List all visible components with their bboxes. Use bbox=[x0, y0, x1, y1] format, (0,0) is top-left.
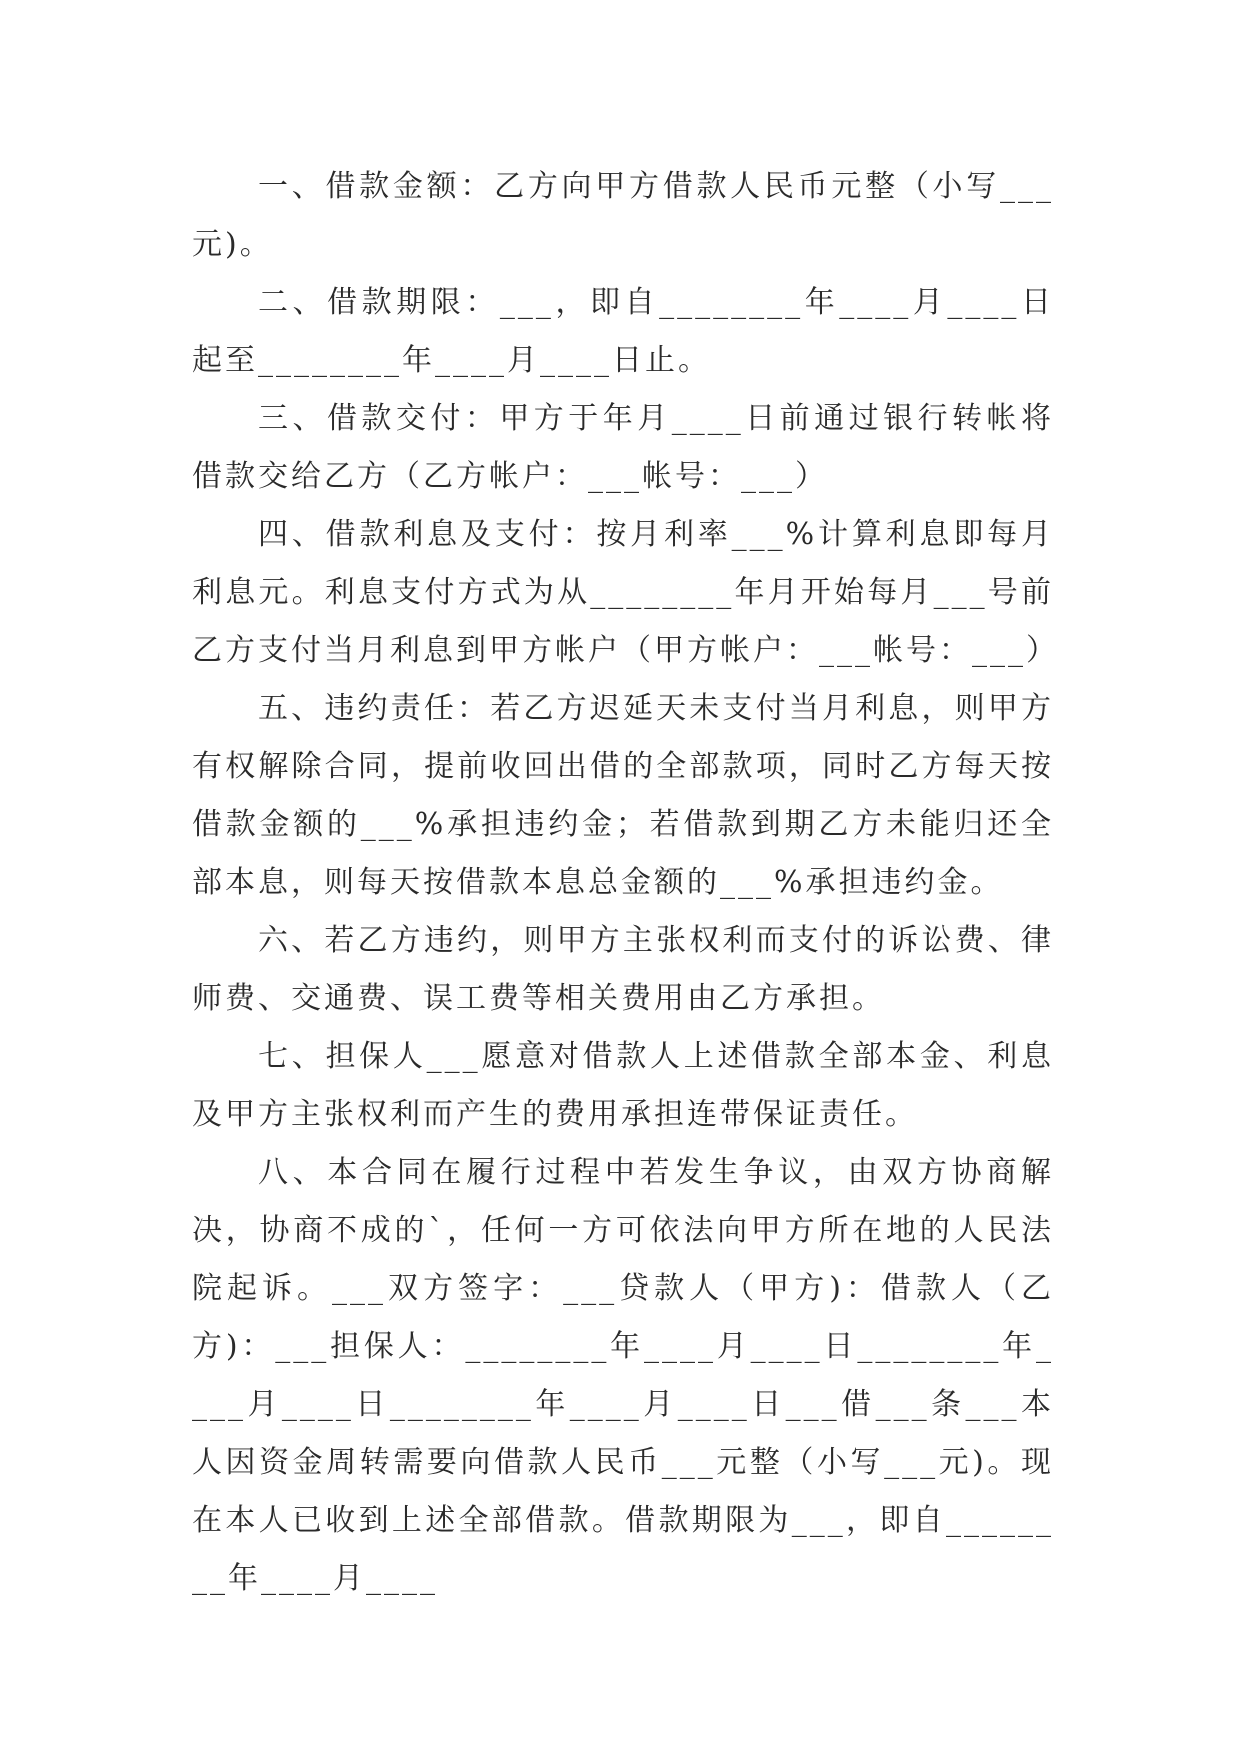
clause-breach-liability: 五、违约责任：若乙方迟延天未支付当月利息，则甲方有权解除合同，提前收回出借的全部款项，同时乙方每天按借款金额的___%承担违约金；若借款到期乙方未能归还全部本息，则每天按借款本息总金额的___%承担违约金。 bbox=[192, 691, 1054, 900]
clause-loan-delivery: 三、借款交付：甲方于年月____日前通过银行转帐将借款交给乙方（乙方帐户：___帐号：___） bbox=[192, 401, 1054, 494]
contract-body bbox=[192, 158, 1059, 1608]
clause-loan-amount: 一、借款金额：乙方向甲方借款人民币元整（小写___元)。 bbox=[192, 169, 1054, 262]
clause-dispute-and-signatures: 八、本合同在履行过程中若发生争议，由双方协商解决，协商不成的`，任何一方可依法向甲方所在地的人民法院起诉。___双方签字：___贷款人（甲方)：借款人（乙方)：___担保人：________年____月____日________年____月____日________年____月____日___借___条___本人因资金周转需要向借款人民币___元整（小写___元)。现在本人已收到上述全部借款。借款期限为___，即自________年____月____ bbox=[192, 1155, 1054, 1596]
clause-guarantor: 七、担保人___愿意对借款人上述借款全部本金、利息及甲方主张权利而产生的费用承担连带保证责任。 bbox=[192, 1039, 1054, 1132]
clause-interest-payment: 四、借款利息及支付：按月利率___%计算利息即每月利息元。利息支付方式为从________年月开始每月___号前乙方支付当月利息到甲方帐户（甲方帐户：___帐号：___） bbox=[192, 517, 1059, 668]
clause-expenses: 六、若乙方违约，则甲方主张权利而支付的诉讼费、律师费、交通费、误工费等相关费用由乙方承担。 bbox=[192, 923, 1054, 1016]
clause-loan-term: 二、借款期限：___，即自________年____月____日起至________年____月____日止。 bbox=[192, 285, 1054, 378]
